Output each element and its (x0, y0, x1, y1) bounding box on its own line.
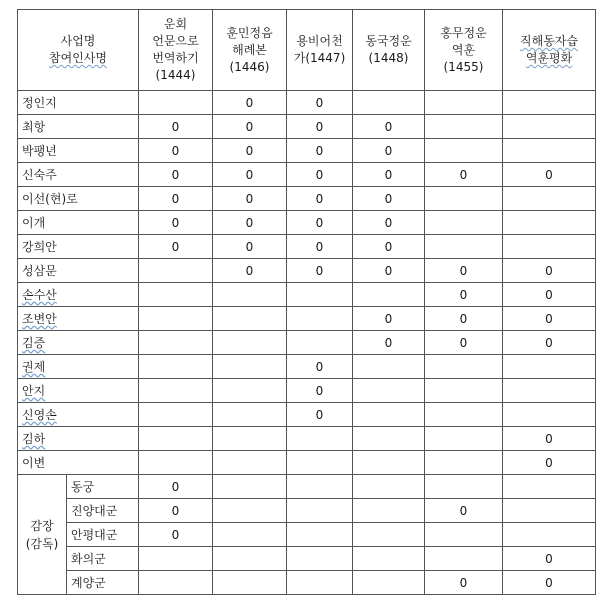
project-header-text: 운회 (163, 17, 188, 31)
participant-name-text: 김증 (22, 336, 46, 350)
participant-name-text: 이변 (22, 456, 46, 470)
participation-cell (139, 571, 213, 595)
participation-cell (287, 331, 353, 355)
participation-cell (287, 307, 353, 331)
participation-cell (139, 91, 213, 115)
participant-name-text: 권제 (22, 360, 46, 374)
participation-cell (353, 523, 425, 547)
participant-name-text: 성삼문 (22, 264, 57, 278)
participant-name (18, 307, 139, 331)
corner-header (18, 10, 139, 91)
participation-cell (139, 403, 213, 427)
participation-cell: 0 (287, 115, 353, 139)
participation-cell: 0 (425, 331, 503, 355)
participation-cell (139, 379, 213, 403)
participation-cell: 0 (139, 163, 213, 187)
participant-name (18, 331, 139, 355)
table-row (18, 403, 596, 427)
participation-cell (425, 379, 503, 403)
participation-cell: 0 (287, 259, 353, 283)
participant-name-text: 이선(현)로 (22, 192, 78, 206)
table-row (18, 427, 596, 451)
participation-cell (503, 211, 596, 235)
participant-name-text: 강희안 (22, 240, 57, 254)
participation-cell: 0 (503, 331, 596, 355)
participant-name-text: 정인지 (22, 96, 57, 110)
participation-cell (139, 451, 213, 475)
participation-cell (213, 403, 287, 427)
participation-cell: 0 (503, 283, 596, 307)
table-row (18, 547, 596, 571)
participant-name-text: 신숙주 (22, 168, 57, 182)
project-header-text: 훈민정음 (226, 25, 273, 40)
project-header-text: 번역하기 (152, 51, 199, 65)
participation-cell (425, 139, 503, 163)
participation-cell: 0 (139, 187, 213, 211)
participant-name (18, 139, 139, 163)
participation-cell: 0 (503, 307, 596, 331)
participation-cell (353, 499, 425, 523)
table-row (18, 523, 596, 547)
project-header-text: 용비어천 (296, 34, 343, 48)
participation-cell (425, 475, 503, 499)
table-row (18, 499, 596, 523)
project-header-1 (139, 10, 213, 91)
participant-name-text: 안지 (22, 384, 46, 398)
participant-name (18, 91, 139, 115)
participation-cell (425, 211, 503, 235)
participation-cell: 0 (287, 211, 353, 235)
participation-cell (213, 451, 287, 475)
participant-name-text: 박팽년 (22, 144, 57, 158)
participation-cell (425, 355, 503, 379)
supervision-label-text: (감독) (25, 536, 59, 551)
project-header-text: 직해동자습 (520, 34, 578, 48)
participant-name-text: 손수산 (22, 288, 57, 302)
table-row (18, 91, 596, 115)
participation-cell (213, 571, 287, 595)
participation-cell (503, 139, 596, 163)
participation-cell: 0 (353, 259, 425, 283)
participation-cell (425, 235, 503, 259)
participation-cell: 0 (353, 163, 425, 187)
participation-cell (425, 523, 503, 547)
participation-cell (353, 475, 425, 499)
participation-cell (139, 307, 213, 331)
participation-cell: 0 (503, 259, 596, 283)
participation-cell: 0 (139, 115, 213, 139)
participation-cell (353, 403, 425, 427)
project-header-text: 역훈 (451, 42, 476, 57)
participation-cell: 0 (213, 187, 287, 211)
participation-cell (213, 331, 287, 355)
supervision-group-label (18, 475, 67, 595)
participation-cell: 0 (139, 211, 213, 235)
participation-cell (425, 427, 503, 451)
table-row (18, 451, 596, 475)
participation-cell: 0 (287, 235, 353, 259)
participation-cell (213, 475, 287, 499)
participation-cell (213, 547, 287, 571)
participant-name-text: 김하 (22, 432, 46, 446)
participation-cell (425, 91, 503, 115)
participation-cell (425, 187, 503, 211)
table-row (18, 211, 596, 235)
project-header-text: 언문으로 (152, 34, 199, 48)
participation-cell (139, 331, 213, 355)
participation-cell: 0 (425, 163, 503, 187)
supervisor-name: 안평대군 (67, 523, 139, 547)
table-row (18, 115, 596, 139)
participation-cell (503, 91, 596, 115)
participation-cell (139, 355, 213, 379)
participation-cell (213, 307, 287, 331)
table-row (18, 475, 596, 499)
project-header-text: 해례본 (232, 42, 267, 57)
participation-cell: 0 (139, 523, 213, 547)
participation-cell (425, 403, 503, 427)
participation-cell: 0 (213, 91, 287, 115)
participation-cell: 0 (353, 187, 425, 211)
supervisor-name: 계양군 (67, 571, 139, 595)
participation-cell (353, 451, 425, 475)
supervisor-name: 동궁 (67, 475, 139, 499)
table-row (18, 163, 596, 187)
table-row (18, 331, 596, 355)
participation-cell (353, 379, 425, 403)
participation-cell (503, 115, 596, 139)
table-row (18, 187, 596, 211)
participation-cell (353, 91, 425, 115)
participation-cell (213, 523, 287, 547)
header-row (18, 10, 596, 91)
participation-cell (503, 187, 596, 211)
project-header-4 (353, 10, 425, 91)
participant-name (18, 259, 139, 283)
participation-cell (503, 499, 596, 523)
participation-cell (287, 427, 353, 451)
participation-cell: 0 (425, 259, 503, 283)
participation-cell: 0 (287, 355, 353, 379)
participation-cell: 0 (425, 283, 503, 307)
participation-cell: 0 (353, 331, 425, 355)
participation-cell (287, 571, 353, 595)
participation-cell: 0 (213, 115, 287, 139)
table-row (18, 571, 596, 595)
participant-name (18, 379, 139, 403)
corner-line-1: 사업명 (60, 34, 96, 48)
participation-cell: 0 (503, 571, 596, 595)
participation-cell: 0 (287, 139, 353, 163)
participant-name (18, 115, 139, 139)
participation-cell: 0 (213, 259, 287, 283)
table-row (18, 235, 596, 259)
participation-cell: 0 (213, 139, 287, 163)
participation-cell (353, 427, 425, 451)
participant-name-text: 최항 (22, 120, 46, 134)
participation-cell (287, 499, 353, 523)
participation-cell (139, 259, 213, 283)
participation-cell (139, 427, 213, 451)
participation-cell: 0 (503, 451, 596, 475)
participant-name (18, 187, 139, 211)
table-row (18, 307, 596, 331)
participant-name (18, 427, 139, 451)
participation-cell (287, 523, 353, 547)
participation-cell (213, 379, 287, 403)
participant-name-text: 신영손 (22, 408, 57, 422)
participation-cell: 0 (425, 571, 503, 595)
participation-cell: 0 (503, 163, 596, 187)
participation-cell (213, 355, 287, 379)
participation-cell: 0 (425, 499, 503, 523)
project-header-2 (213, 10, 287, 91)
participant-name (18, 235, 139, 259)
participation-cell: 0 (287, 187, 353, 211)
supervisor-name: 진양대군 (67, 499, 139, 523)
participation-cell: 0 (213, 211, 287, 235)
participation-cell: 0 (353, 115, 425, 139)
participants-table (17, 9, 596, 595)
participation-cell (353, 547, 425, 571)
participation-cell: 0 (287, 91, 353, 115)
participation-cell: 0 (139, 499, 213, 523)
participation-cell (503, 379, 596, 403)
participation-cell (353, 283, 425, 307)
participation-cell: 0 (353, 307, 425, 331)
participation-cell: 0 (353, 235, 425, 259)
participation-cell: 0 (213, 235, 287, 259)
participation-cell: 0 (139, 235, 213, 259)
document-page (17, 9, 596, 595)
participation-cell: 0 (287, 379, 353, 403)
participation-cell: 0 (139, 139, 213, 163)
participation-cell: 0 (287, 163, 353, 187)
participant-name (18, 451, 139, 475)
table-row (18, 355, 596, 379)
table-row (18, 379, 596, 403)
participation-cell (425, 115, 503, 139)
participation-cell (503, 403, 596, 427)
participation-cell: 0 (503, 547, 596, 571)
participant-name-text: 이개 (22, 216, 46, 230)
project-header-text: (1455) (443, 59, 484, 74)
participation-cell (139, 547, 213, 571)
participation-cell (213, 283, 287, 307)
participant-name-text: 조변안 (22, 312, 57, 326)
project-header-5 (425, 10, 503, 91)
project-header-text: 홍무정운 (440, 25, 487, 40)
participation-cell (503, 523, 596, 547)
participation-cell (425, 451, 503, 475)
participation-cell (213, 499, 287, 523)
table-row (18, 139, 596, 163)
project-header-3 (287, 10, 353, 91)
participation-cell (287, 451, 353, 475)
participation-cell: 0 (287, 403, 353, 427)
project-header-text: 가(1447) (293, 51, 346, 65)
participation-cell (287, 547, 353, 571)
participant-name (18, 283, 139, 307)
project-header-text: 역훈평화 (525, 51, 573, 65)
participation-cell (503, 475, 596, 499)
participation-cell: 0 (425, 307, 503, 331)
participant-name (18, 403, 139, 427)
participation-cell: 0 (213, 163, 287, 187)
table-row (18, 259, 596, 283)
supervisor-name: 화의군 (67, 547, 139, 571)
project-header-text: 동국정운 (365, 34, 412, 48)
participation-cell (353, 355, 425, 379)
participation-cell (503, 355, 596, 379)
table-body (18, 91, 596, 595)
participation-cell (425, 547, 503, 571)
participation-cell (287, 283, 353, 307)
project-header-text: (1448) (368, 51, 409, 65)
participation-cell: 0 (353, 139, 425, 163)
participation-cell (139, 283, 213, 307)
corner-line-2: 참여인사명 (49, 51, 107, 65)
project-header-text: (1446) (229, 59, 270, 74)
participation-cell (287, 475, 353, 499)
participant-name (18, 163, 139, 187)
supervision-label-text: 감장 (30, 518, 54, 533)
participation-cell (503, 235, 596, 259)
participation-cell: 0 (353, 211, 425, 235)
participation-cell (213, 427, 287, 451)
participation-cell (353, 571, 425, 595)
project-header-6 (503, 10, 596, 91)
table-row (18, 283, 596, 307)
participation-cell: 0 (139, 475, 213, 499)
participant-name (18, 355, 139, 379)
participation-cell: 0 (503, 427, 596, 451)
project-header-text: (1444) (155, 68, 196, 82)
participant-name (18, 211, 139, 235)
